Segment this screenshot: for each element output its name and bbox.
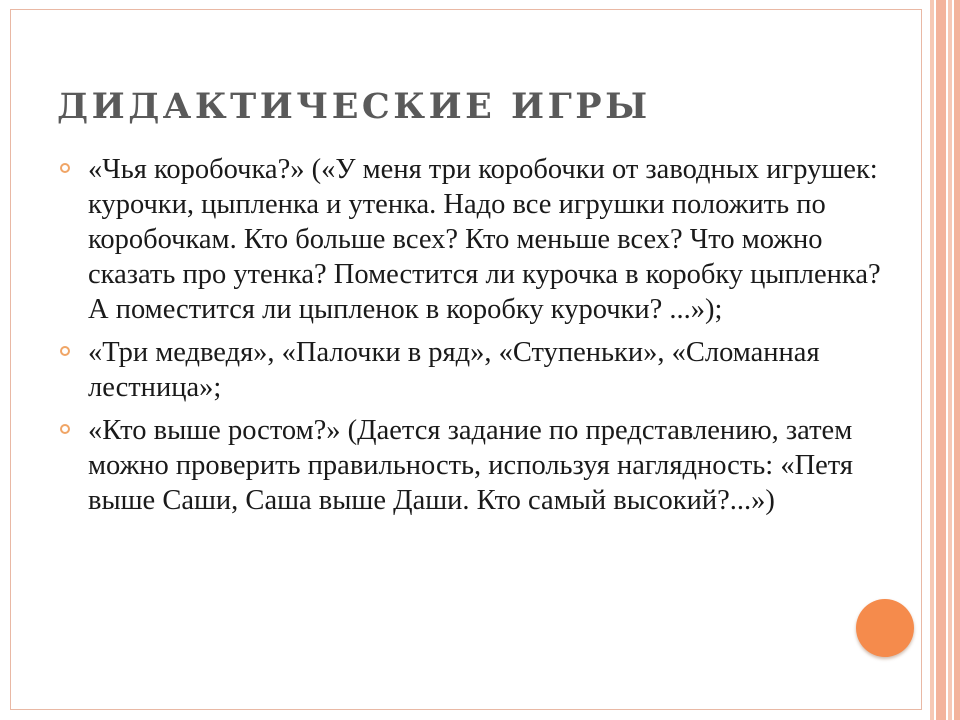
bullet-list <box>60 152 890 526</box>
decorative-stripe <box>936 0 946 720</box>
list-item <box>60 335 890 405</box>
bullet-circle-icon <box>60 163 70 173</box>
frame-left-line <box>10 9 11 710</box>
frame-right-line <box>921 9 922 710</box>
decorative-stripe <box>930 0 934 720</box>
frame-bottom-line <box>10 709 922 710</box>
orange-circle-decoration <box>856 599 914 657</box>
list-item <box>60 413 890 518</box>
bullet-text: «Чья коробочка?» («У меня три коробочки от заводных игрушек: курочки, цыпленка и утенка. Надо все игрушки положить по коробочкам. Кто больше всех? Кто меньше всех? Что можно сказать про утенка? Поместится ли курочка в коробку цыпленка? А поместится ли цыпленок в коробку курочки? ...»); <box>88 154 881 325</box>
frame-top-line <box>10 9 922 10</box>
bullet-text: «Кто выше ростом?» (Дается задание по представлению, затем можно проверить правильность, используя наглядность: «Петя выше Саши, Саша выше Даши. Кто самый высокий?...») <box>88 415 853 516</box>
bullet-circle-icon <box>60 424 70 434</box>
bullet-circle-icon <box>60 346 70 356</box>
decorative-stripe <box>948 0 952 720</box>
list-item <box>60 152 890 327</box>
decorative-stripe <box>954 0 960 720</box>
slide-title: ДИДАКТИЧЕСКИЕ ИГРЫ <box>57 86 651 127</box>
bullet-text: «Три медведя», «Палочки в ряд», «Ступеньки», «Сломанная лестница»; <box>88 337 820 403</box>
